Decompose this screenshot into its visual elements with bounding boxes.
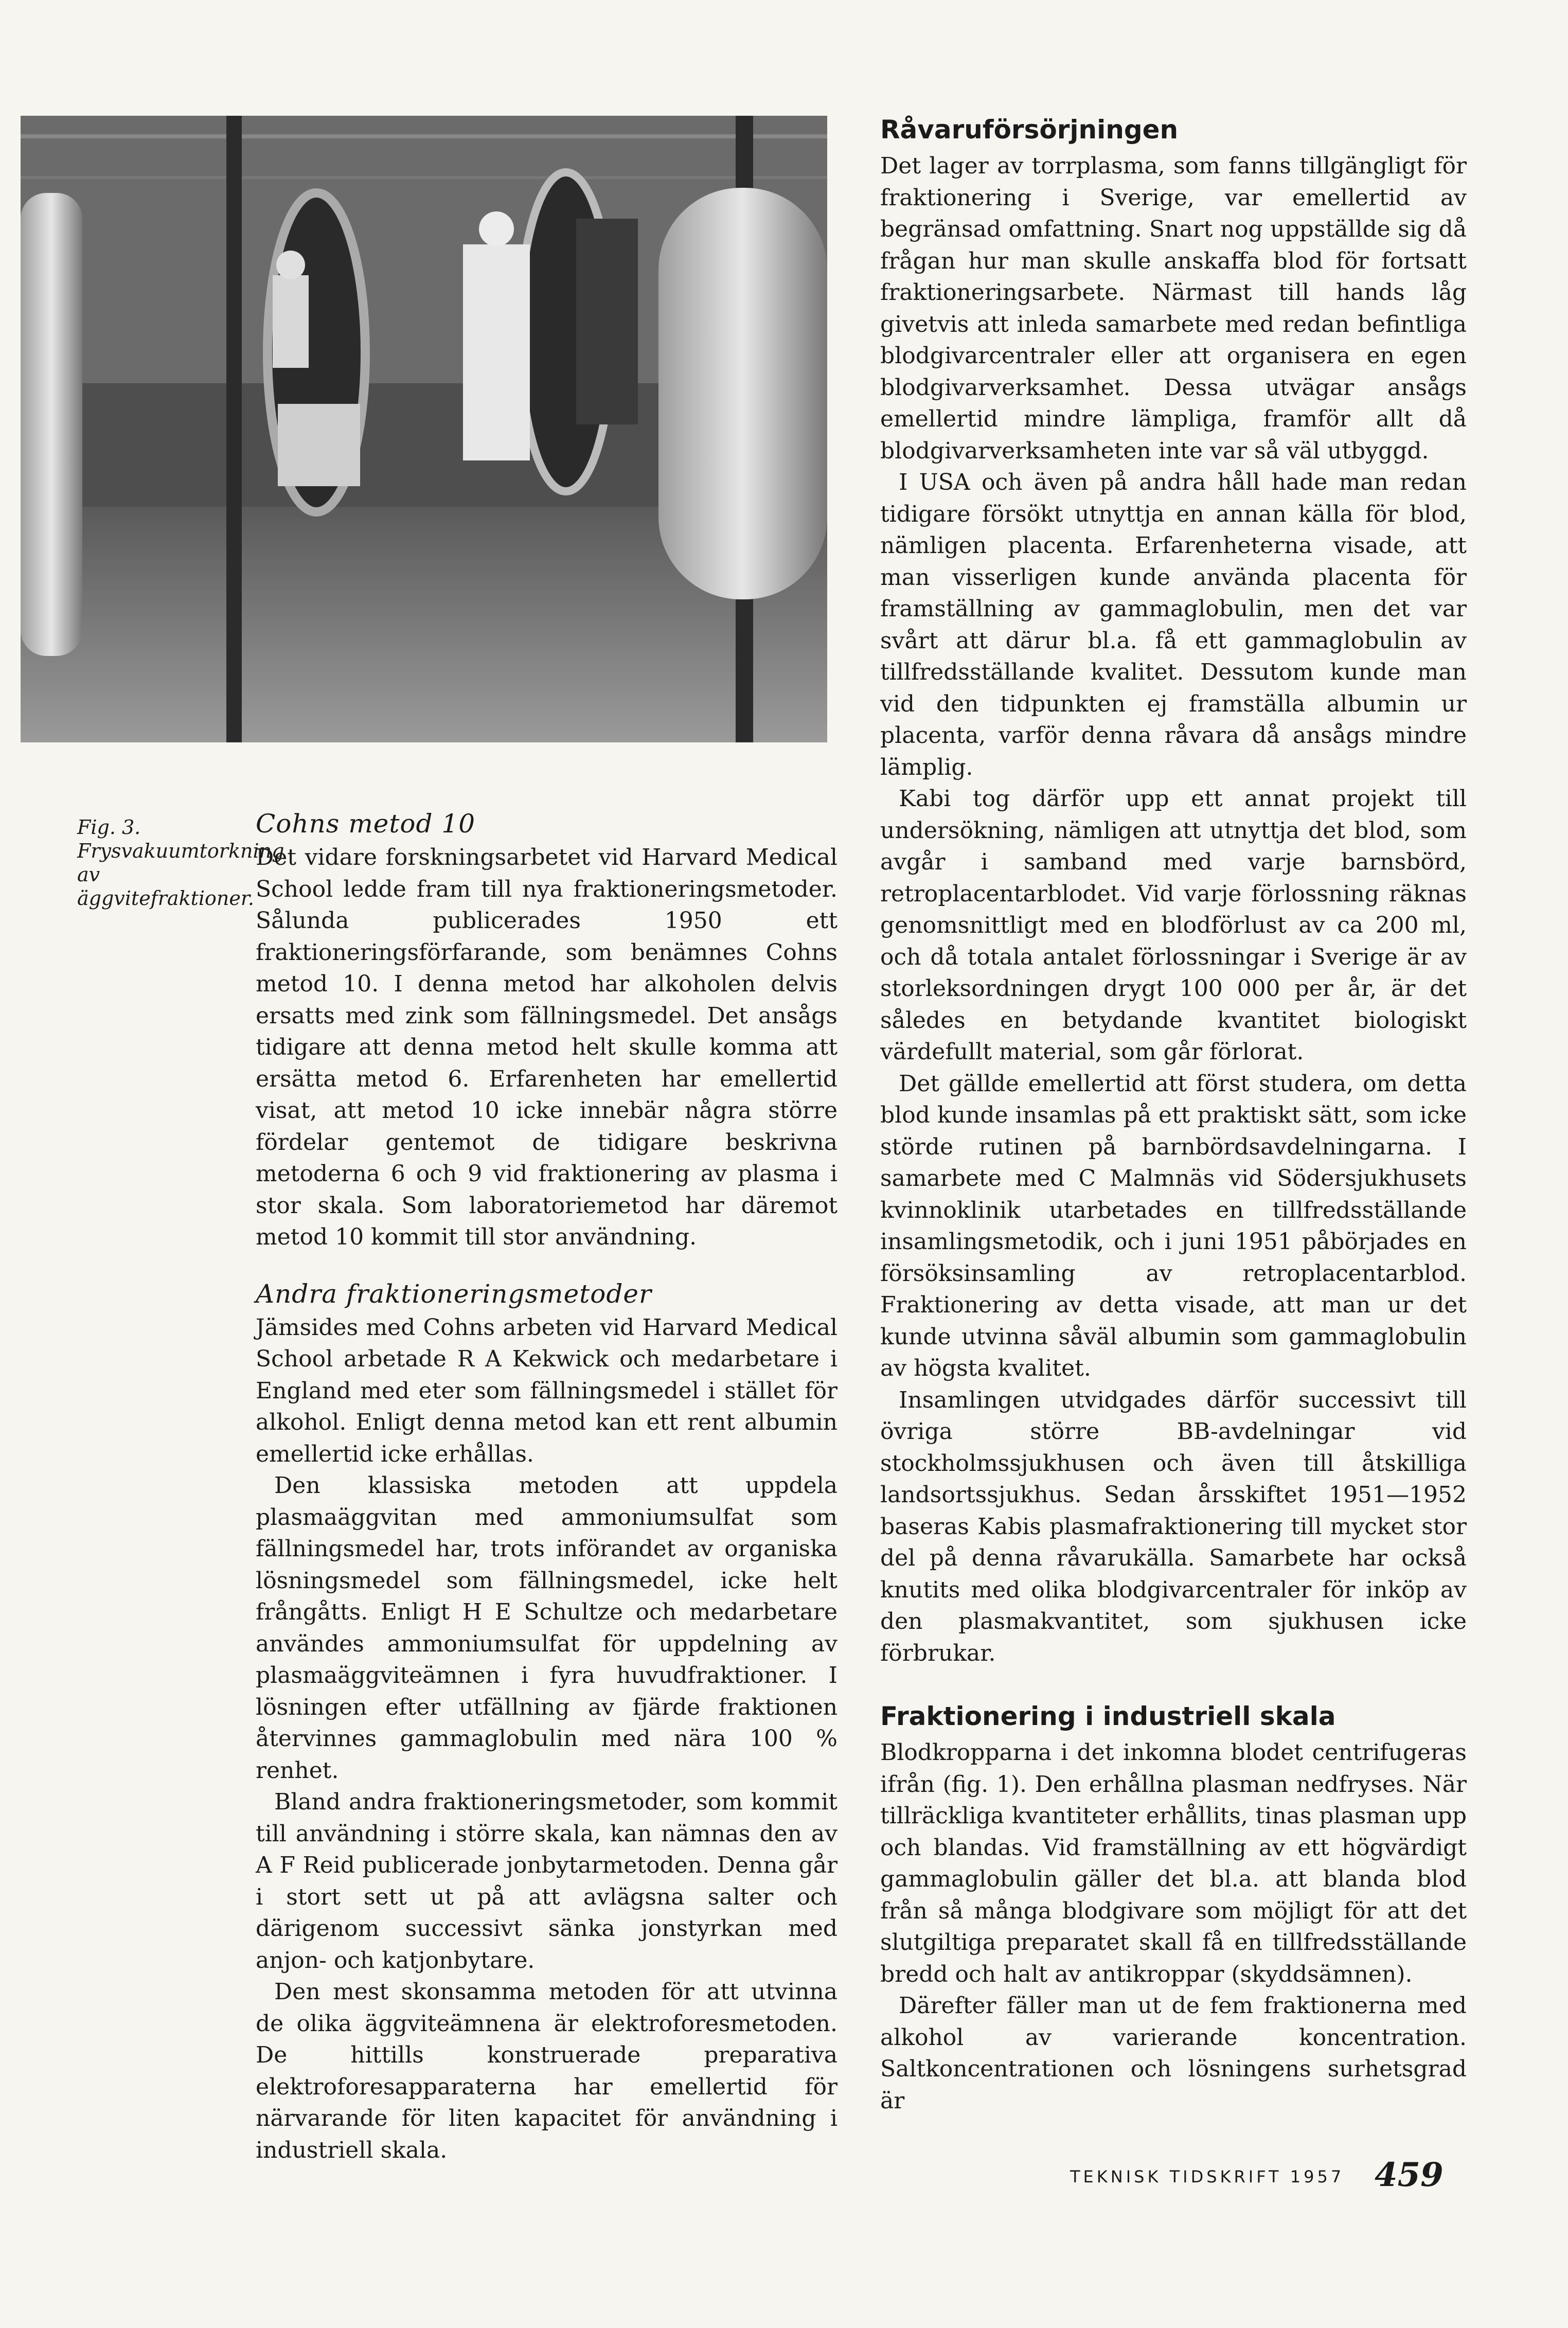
paragraph: Bland andra fraktioneringsmetoder, som kommit till användning i större skala, kan nämnas den av A F Reid publicerade jonbytarmetoden. Denna går i stort sett ut på att avlägsna salter och därigenom successivt sänka jonstyrkan med anjon- och katjonbytare. bbox=[256, 1789, 838, 1974]
paragraph: Den klassiska metoden att uppdela plasmaäggvitan med ammoniumsulfat som fällningsmedel har, trots införandet av organiska lösningsmedel som fällningsmedel, icke helt frångåtts. Enligt H E Schultze och medarbetare användes ammoniumsulfat för uppdelning av plasmaäggviteämnen i fyra huvudfraktioner. I lösningen efter utfällning av fjärde fraktionen återvinnes gammaglobulin med nära 100 % renhet. bbox=[256, 1472, 838, 1784]
right-column bbox=[880, 113, 1467, 2117]
middle-column bbox=[256, 808, 838, 2166]
paragraph: Jämsides med Cohns arbeten vid Harvard Medical School arbetade R A Kekwick och medarbetare i England med eter som fällningsmedel i stället för alkohol. Enligt denna metod kan ett rent albumin emellertid icke erhållas. bbox=[256, 1314, 838, 1467]
paragraph: Kabi tog därför upp ett annat projekt till undersökning, nämligen att utnyttja det blod, som avgår i samband med varje barnsbörd, retroplacentarblodet. Vid varje förlossning räknas genomsnittligt med en blodförlust av ca 200 ml, och då totala antalet förlossningar i Sverige är av storleksordningen drygt 100 000 per år, är det således en betydande kvantitet biologiskt värdefullt material, som går förlorat. bbox=[880, 786, 1467, 1065]
paragraph: Därefter fäller man ut de fem fraktionerna med alkohol av varierande koncentration. Saltkoncentrationen och lösningens surhetsgrad är bbox=[880, 1993, 1467, 2114]
figure-photo bbox=[21, 116, 827, 742]
heading-cohns-metod-10: Cohns metod 10 bbox=[256, 809, 476, 839]
journal-footer: TEKNISK TIDSKRIFT 1957 bbox=[1070, 2167, 1345, 2187]
freeze-drying-plant-photo bbox=[21, 116, 827, 742]
paragraph: I USA och även på andra håll hade man redan tidigare försökt utnyttja en annan källa för blod, nämligen placenta. Erfarenheterna visade, att man visserligen kunde använda placenta för framställning av gammaglobulin, men det var svårt att därur bl.a. få ett gammaglobulin av tillfredsställande kvalitet. Dessutom kunde man vid den tidpunkten ej framställa albumin ur placenta, varför denna råvara då ansågs mindre lämplig. bbox=[880, 469, 1467, 780]
heading-fraktionering-industriell-skala: Fraktionering i industriell skala bbox=[880, 1701, 1336, 1731]
heading-andra-fraktioneringsmetoder: Andra fraktioneringsmetoder bbox=[256, 1278, 652, 1309]
paragraph: Det gällde emellertid att först studera, om detta blod kunde insamlas på ett praktiskt sätt, som icke störde rutinen på barnbördsavdelningarna. I samarbete med C Malmnäs vid Södersjukhusets kvinnoklinik utarbetades en tillfredsställande insamlingsmetodik, och i juni 1951 påbörjades en försöksinsamling av retroplacentarblod. Fraktionering av detta visade, att man ur det kunde utvinna såväl albumin som gammaglobulin av högsta kvalitet. bbox=[880, 1070, 1467, 1381]
paragraph: Den mest skonsamma metoden för att utvinna de olika äggviteämnena är elektroforesmetoden. De hittills konstruerade preparativa elektroforesapparaterna har emellertid för närvarande för liten kapacitet för användning i industriell skala. bbox=[256, 1979, 838, 2163]
paragraph: Blodkropparna i det inkomna blodet centrifugeras ifrån (fig. 1). Den erhållna plasman nedfryses. När tillräckliga kvantiteter erhållits, tinas plasman upp och blandas. Vid framställning av ett högvärdigt gammaglobulin gäller det bl.a. att blanda blod från så många blodgivare som möjligt för att det slutgiltiga preparatet skall få en tillfredsställande bredd och halt av antikroppar (skyddsämnen). bbox=[880, 1739, 1467, 1987]
figure-caption: Fig. 3. Frysvakuumtorkning av äggvitefraktioner. bbox=[77, 816, 284, 910]
heading-ravaruforsorjningen: Råvaruförsörjningen bbox=[880, 115, 1179, 145]
paragraph: Det lager av torrplasma, som fanns tillgängligt för fraktionering i Sverige, var emellertid av begränsad omfattning. Snart nog uppställde sig då frågan hur man skulle anskaffa blod för fortsatt fraktioneringsarbete. Närmast till hands låg givetvis att inleda samarbete med redan befintliga blodgivarcentraler eller att organisera en egen blodgivarverksamhet. Dessa utvägar ansågs emellertid mindre lämpliga, framför allt då blodgivarverksamheten inte var så väl utbyggd. bbox=[880, 153, 1467, 464]
paragraph: Insamlingen utvidgades därför successivt till övriga större BB-avdelningar vid stockholmssjukhusen och även till åtskilliga landsortssjukhus. Sedan årsskiftet 1951—1952 baseras Kabis plasmafraktionering till mycket stor del på denna råvarukälla. Samarbete har också knutits med olika blodgivarcentraler för inköp av den plasmakvantitet, som sjukhusen icke förbrukar. bbox=[880, 1387, 1467, 1666]
paragraph: Det vidare forskningsarbetet vid Harvard Medical School ledde fram till nya fraktioneringsmetoder. Sålunda publicerades 1950 ett fraktioneringsförfarande, som benämnes Cohns metod 10. I denna metod har alkoholen delvis ersatts med zink som fällningsmedel. Det ansågs tidigare att denna metod helt skulle komma att ersätta metod 6. Erfarenheten har emellertid visat, att metod 10 icke innebär några större fördelar gentemot de tidigare beskrivna metoderna 6 och 9 vid fraktionering av plasma i stor skala. Som laboratoriemetod har däremot metod 10 kommit till stor användning. bbox=[256, 844, 838, 1250]
page-number: 459 bbox=[1375, 2156, 1444, 2194]
